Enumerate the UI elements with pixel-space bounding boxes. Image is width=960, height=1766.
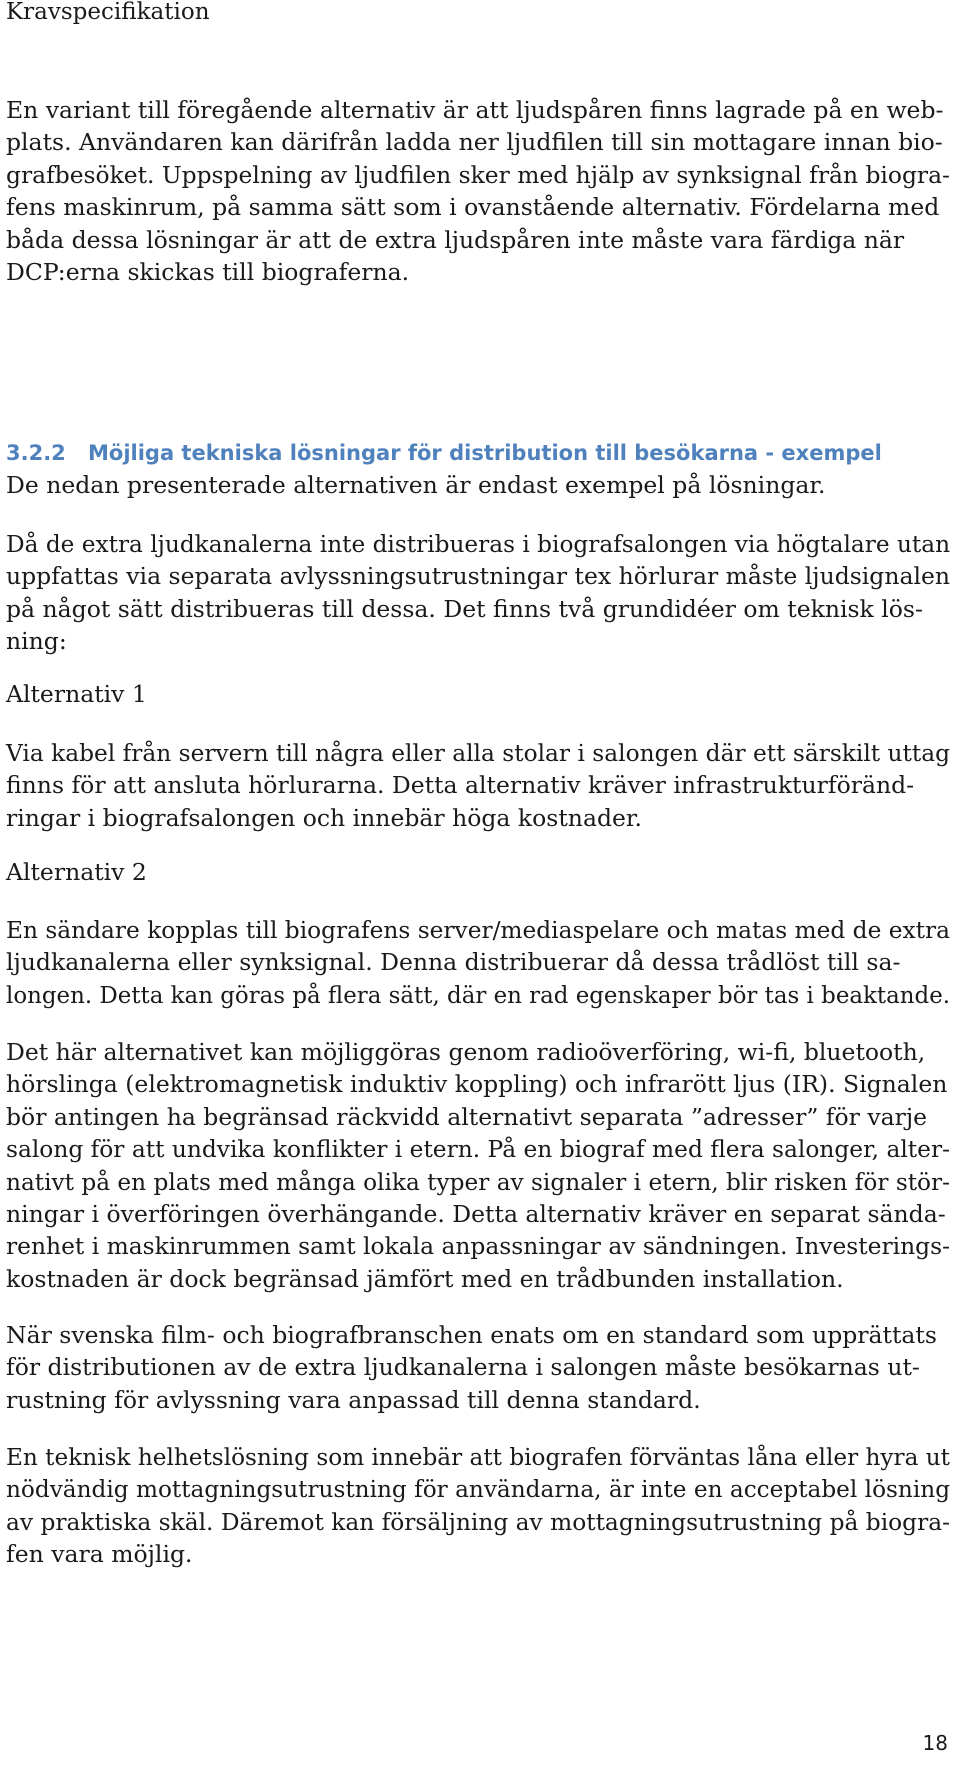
running-header: Kravspecifikation (6, 0, 210, 25)
text-line: grafbesöket. Uppspelning av ljudfilen sker med hjälp av synksignal från biogra- (6, 160, 950, 189)
alternative-1-label (6, 678, 147, 710)
text-line: plats. Användaren kan därifrån ladda ner ljudfilen till sin mottagare innan bio- (6, 128, 943, 157)
text-line: ning: (6, 627, 67, 656)
text-line: bör antingen ha begränsad räckvidd alternativt separata ”adresser” för varje (6, 1102, 928, 1131)
section-number: 3.2.2 (6, 441, 66, 465)
page-number: 18 (922, 1731, 948, 1755)
text-line: rustning för avlyssning vara anpassad till denna standard. (6, 1385, 701, 1414)
text-line: ningar i överföringen överhängande. Detta alternativ kräver en separat sända- (6, 1200, 946, 1229)
text-line: Alternativ 2 (6, 858, 147, 886)
text-line: En teknisk helhetslösning som innebär att biografen förväntas låna eller hyra ut (6, 1443, 950, 1471)
text-line: DCP:erna skickas till biograferna. (6, 258, 410, 287)
text-line: När svenska film- och biografbranschen enats om en standard som upprättats (6, 1321, 937, 1349)
paragraph-standard (6, 1319, 937, 1416)
paragraph-section-intro (6, 469, 826, 501)
text-line: longen. Detta kan göras på flera sätt, där en rad egenskaper bör tas i beaktande. (6, 980, 951, 1009)
text-line: finns för att ansluta hörlurarna. Detta alternativ kräver infrastrukturföränd- (6, 771, 915, 800)
text-line: av praktiska skäl. Däremot kan försäljning av mottagningsutrustning på biogra- (6, 1507, 950, 1536)
text-line: renhet i maskinrummen samt lokala anpassningar av sändningen. Investerings- (6, 1232, 951, 1261)
paragraph-alternative-1 (6, 737, 959, 834)
text-line: hörslinga (elektromagnetisk induktiv koppling) och infrarött ljus (IR). Signalen (6, 1070, 948, 1099)
paragraph-radio (6, 1036, 960, 1295)
text-line: nödvändig mottagningsutrustning för användarna, är inte en acceptabel lösning (6, 1475, 951, 1504)
text-line: De nedan presenterade alternativen är endast exempel på lösningar. (6, 471, 826, 499)
text-line: ljudkanalerna eller synksignal. Denna distribuerar då dessa trådlöst till sa- (6, 948, 901, 977)
text-line: nativt på en plats med många olika typer av signaler i etern, blir risken för stör- (6, 1167, 950, 1196)
paragraph-intro (6, 94, 955, 288)
paragraph-solution (6, 1441, 960, 1571)
text-line: kostnaden är dock begränsad jämfört med en trådbunden installation. (6, 1264, 844, 1293)
text-line: En sändare kopplas till biografens server/mediaspelare och matas med de extra (6, 916, 950, 944)
text-line: båda dessa lösningar är att de extra ljudspåren inte måste vara färdiga när (6, 225, 905, 254)
text-line: Via kabel från servern till några eller alla stolar i salongen där ett särskilt uttag (6, 739, 951, 767)
document-page (6, 0, 956, 1766)
text-line: Då de extra ljudkanalerna inte distribueras i biografsalongen via högtalare utan (6, 530, 951, 558)
text-line: salong för att undvika konflikter i etern. På en biograf med flera salonger, alter- (6, 1135, 950, 1164)
text-line: uppfattas via separata avlyssningsutrustningar tex hörlurar måste ljudsignalen (6, 562, 951, 591)
text-line: ringar i biografsalongen och innebär höga kostnader. (6, 803, 643, 832)
paragraph-distribution (6, 528, 960, 658)
section-title: Möjliga tekniska lösningar för distribution till besökarna - exempel (88, 441, 882, 465)
text-line: Alternativ 1 (6, 680, 147, 708)
paragraph-alternative-2 (6, 914, 960, 1011)
text-line: för distributionen av de extra ljudkanalerna i salongen måste besökarnas ut- (6, 1353, 920, 1382)
alternative-2-label (6, 856, 147, 888)
text-line: Det här alternativet kan möjliggöras genom radioöverföring, wi-fi, bluetooth, (6, 1038, 926, 1066)
text-line: på något sätt distribueras till dessa. Det finns två grundidéer om teknisk lös- (6, 594, 923, 623)
text-line: fen vara möjlig. (6, 1540, 193, 1569)
text-line: En variant till föregående alternativ är att ljudspåren finns lagrade på en web- (6, 96, 944, 124)
section-heading (6, 439, 882, 467)
text-line: fens maskinrum, på samma sätt som i ovanstående alternativ. Fördelarna med (6, 193, 940, 222)
